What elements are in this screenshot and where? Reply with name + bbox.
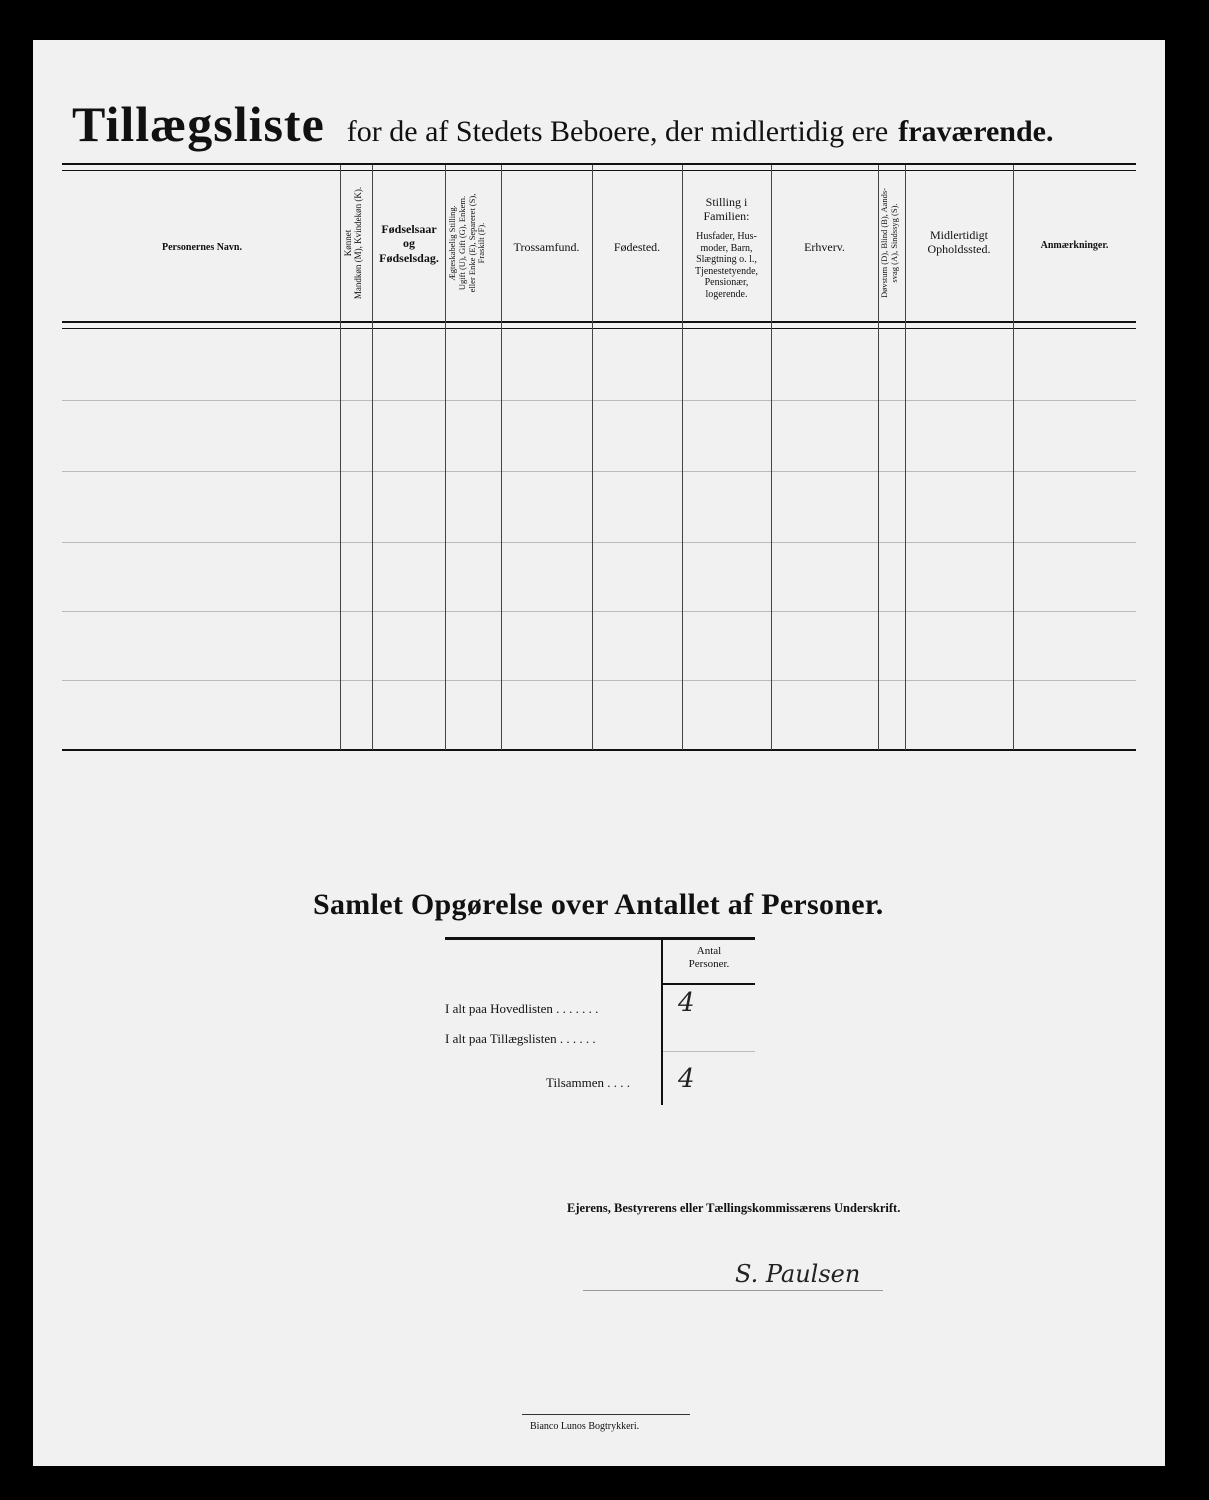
header-bottom-rule — [62, 321, 1136, 323]
column-divider — [340, 165, 341, 750]
row-divider — [62, 680, 1136, 681]
header-occupation: Erhverv. — [804, 240, 845, 254]
header-marital: Ægteskabelig Stilling. Ugift (U), Gift (G), Enkem. eller Enke (E), Separeret (S), Fraskilt (F). — [447, 193, 487, 293]
row-divider — [62, 611, 1136, 612]
row-divider — [62, 542, 1136, 543]
summary-col-header: Antal Personer. — [688, 945, 730, 971]
summary-row-divider — [663, 1051, 755, 1052]
signature: S. Paulsen — [735, 1260, 861, 1288]
header-faith: Trossamfund. — [513, 240, 580, 254]
header-names: Personernes Navn. — [162, 242, 242, 253]
header-family-detail: Husfader, Hus- moder, Barn, Slægtning o. l., Tjenestetyende, Pensionær, logerende. — [694, 231, 759, 300]
summary-row-main-value: 4 — [678, 988, 695, 1018]
table-bottom-rule — [62, 749, 1136, 751]
row-divider — [62, 471, 1136, 472]
printer-imprint: Bianco Lunos Bogtrykkeri. — [530, 1421, 640, 1432]
column-divider — [1013, 165, 1014, 750]
table-top-rule — [62, 163, 1136, 165]
header-disability: Døvstum (D), Blind (B), Aands- svag (A), Sindssyg (S). — [879, 187, 899, 299]
header-gender: Kønnet Mandkøn (M), Kvindekøn (K). — [343, 186, 364, 300]
header-birth: Fødselsaar og Fødselsdag. — [379, 222, 439, 265]
form-title — [72, 95, 1102, 153]
column-divider — [445, 165, 446, 750]
title-rest: for de af Stedets Beboere, der midlertidig ere — [346, 115, 889, 148]
printer-rule — [522, 1414, 690, 1415]
signature-line — [583, 1290, 883, 1291]
header-remarks: Anmærkninger. — [1040, 240, 1109, 251]
summary-row-total-value: 4 — [678, 1064, 695, 1094]
header-family-title: Stilling i Familien: — [703, 195, 750, 224]
title-main: Tillægsliste — [72, 96, 325, 152]
summary-top-rule — [445, 937, 755, 940]
signature-caption: Ejerens, Bestyrerens eller Tællingskommissærens Underskrift. — [567, 1201, 901, 1215]
row-divider — [62, 400, 1136, 401]
summary-row-total-label: Tilsammen . . . . — [546, 1075, 631, 1090]
header-birthplace: Fødested. — [613, 240, 661, 254]
table-top-rule-thin — [62, 170, 1136, 171]
header-bottom-rule-thin — [62, 328, 1136, 329]
summary-row-supplement-label: I alt paa Tillægslisten . . . . . . — [445, 1031, 596, 1046]
summary-title: Samlet Opgørelse over Antallet af Personer. — [313, 888, 884, 921]
summary-header-rule — [663, 983, 755, 985]
title-emphasis: fraværende. — [898, 115, 1054, 148]
summary-row-main-label: I alt paa Hovedlisten . . . . . . . — [445, 1001, 599, 1016]
header-temp-residence: Midlertidigt Opholdssted. — [927, 228, 991, 257]
